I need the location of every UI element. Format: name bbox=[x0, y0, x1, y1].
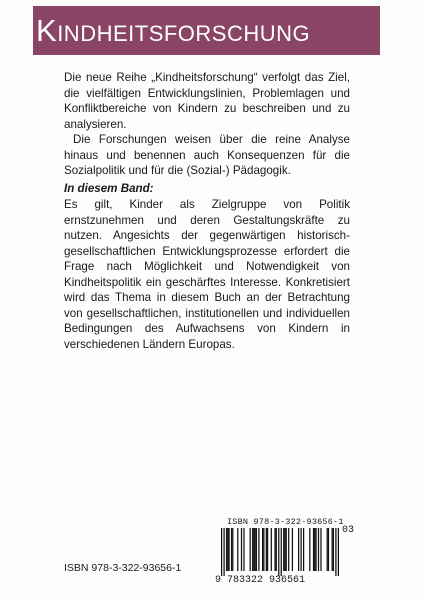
barcode-bar bbox=[300, 528, 301, 571]
barcode-bar bbox=[243, 528, 244, 571]
barcode-bar bbox=[335, 528, 336, 576]
volume-heading: In diesem Band: bbox=[64, 182, 154, 195]
barcode-bar bbox=[271, 528, 272, 571]
barcode-bar bbox=[252, 528, 253, 571]
barcode-bar bbox=[288, 528, 289, 571]
barcode-bar bbox=[276, 528, 277, 571]
barcode-bar bbox=[255, 528, 256, 571]
barcode-bar bbox=[292, 528, 293, 571]
barcode-bar bbox=[253, 528, 254, 571]
barcode-bar bbox=[303, 528, 304, 571]
barcode-bar bbox=[286, 528, 287, 571]
barcode-bar bbox=[327, 528, 328, 571]
barcode-bar bbox=[283, 528, 284, 571]
barcode-isbn-text: ISBN 978-3-322-93656-1 bbox=[227, 517, 344, 527]
barcode-addon-code: 03 bbox=[342, 525, 355, 536]
barcode-bar bbox=[256, 528, 257, 571]
barcode-bar bbox=[231, 528, 232, 571]
intro-paragraph-2: Die Forschungen weisen über die reine Analyse hinaus und benennen auch Konsequenzen für die Sozialpolitik und für die (Sozial-) Pädagogik. bbox=[64, 133, 350, 177]
barcode-bar bbox=[318, 528, 319, 571]
intro-paragraph-1: Die neue Reihe „Kindheitsforschung“ verfolgt das Ziel, die vielfältigen Entwicklungslinien, Problemlagen und Konfliktbereiche von Kindern zu beschreiben und zu analysieren. bbox=[64, 71, 350, 131]
barcode-bar bbox=[227, 528, 228, 571]
barcode-bar bbox=[232, 528, 233, 571]
barcode-bar bbox=[223, 528, 224, 576]
barcode-bar bbox=[315, 528, 316, 571]
barcode bbox=[215, 517, 360, 591]
barcode-bar bbox=[258, 528, 259, 571]
barcode-bar bbox=[250, 528, 251, 571]
barcode-bar bbox=[298, 528, 299, 571]
series-intro bbox=[64, 70, 350, 179]
barcode-bar bbox=[320, 528, 321, 571]
barcode-bar bbox=[338, 528, 339, 576]
barcode-bar bbox=[237, 528, 238, 571]
barcode-bar bbox=[313, 528, 314, 571]
barcode-bar bbox=[266, 528, 267, 571]
barcode-bar bbox=[241, 528, 242, 571]
barcode-bar bbox=[221, 528, 222, 576]
volume-description: Es gilt, Kinder als Zielgruppe von Politik ernstzunehmen und deren Gestaltungskräfte zu nutzen. Angesichts der gegenwärtigen historisch-gesellschaftlichen Entwicklungsprozesse erfordert die Frage nach Möglichkeit und Notwendigkeit von Kindheitspolitik ein geschärftes Interesse. Konkretisiert wird das Thema in diesem Buch an der Betrachtung von gesellschaftlichen, institutionellen und individuellen Bedingungen des Aufwachsens von Kindern in verschiedenen Ländern Europas. bbox=[64, 198, 350, 351]
series-title bbox=[36, 8, 310, 53]
barcode-bar bbox=[332, 528, 333, 571]
barcode-bar bbox=[314, 528, 315, 571]
barcode-bars bbox=[221, 528, 339, 576]
isbn-label: ISBN 978-3-322-93656-1 bbox=[64, 562, 182, 574]
barcode-bar bbox=[274, 528, 275, 571]
barcode-bar bbox=[228, 528, 229, 571]
barcode-bar bbox=[284, 528, 285, 571]
barcode-bar bbox=[281, 528, 282, 576]
barcode-bar bbox=[328, 528, 329, 571]
barcode-bar bbox=[262, 528, 263, 571]
barcode-bar bbox=[333, 528, 334, 571]
barcode-bar bbox=[267, 528, 268, 571]
barcode-digits: 9 783322 936561 bbox=[215, 575, 306, 586]
barcode-bar bbox=[278, 528, 279, 576]
series-title-rest: INDHEITSFORSCHUNG bbox=[57, 21, 311, 46]
barcode-bar bbox=[309, 528, 310, 571]
barcode-bar bbox=[226, 528, 227, 571]
barcode-bar bbox=[263, 528, 264, 571]
series-title-initial: K bbox=[36, 13, 58, 48]
